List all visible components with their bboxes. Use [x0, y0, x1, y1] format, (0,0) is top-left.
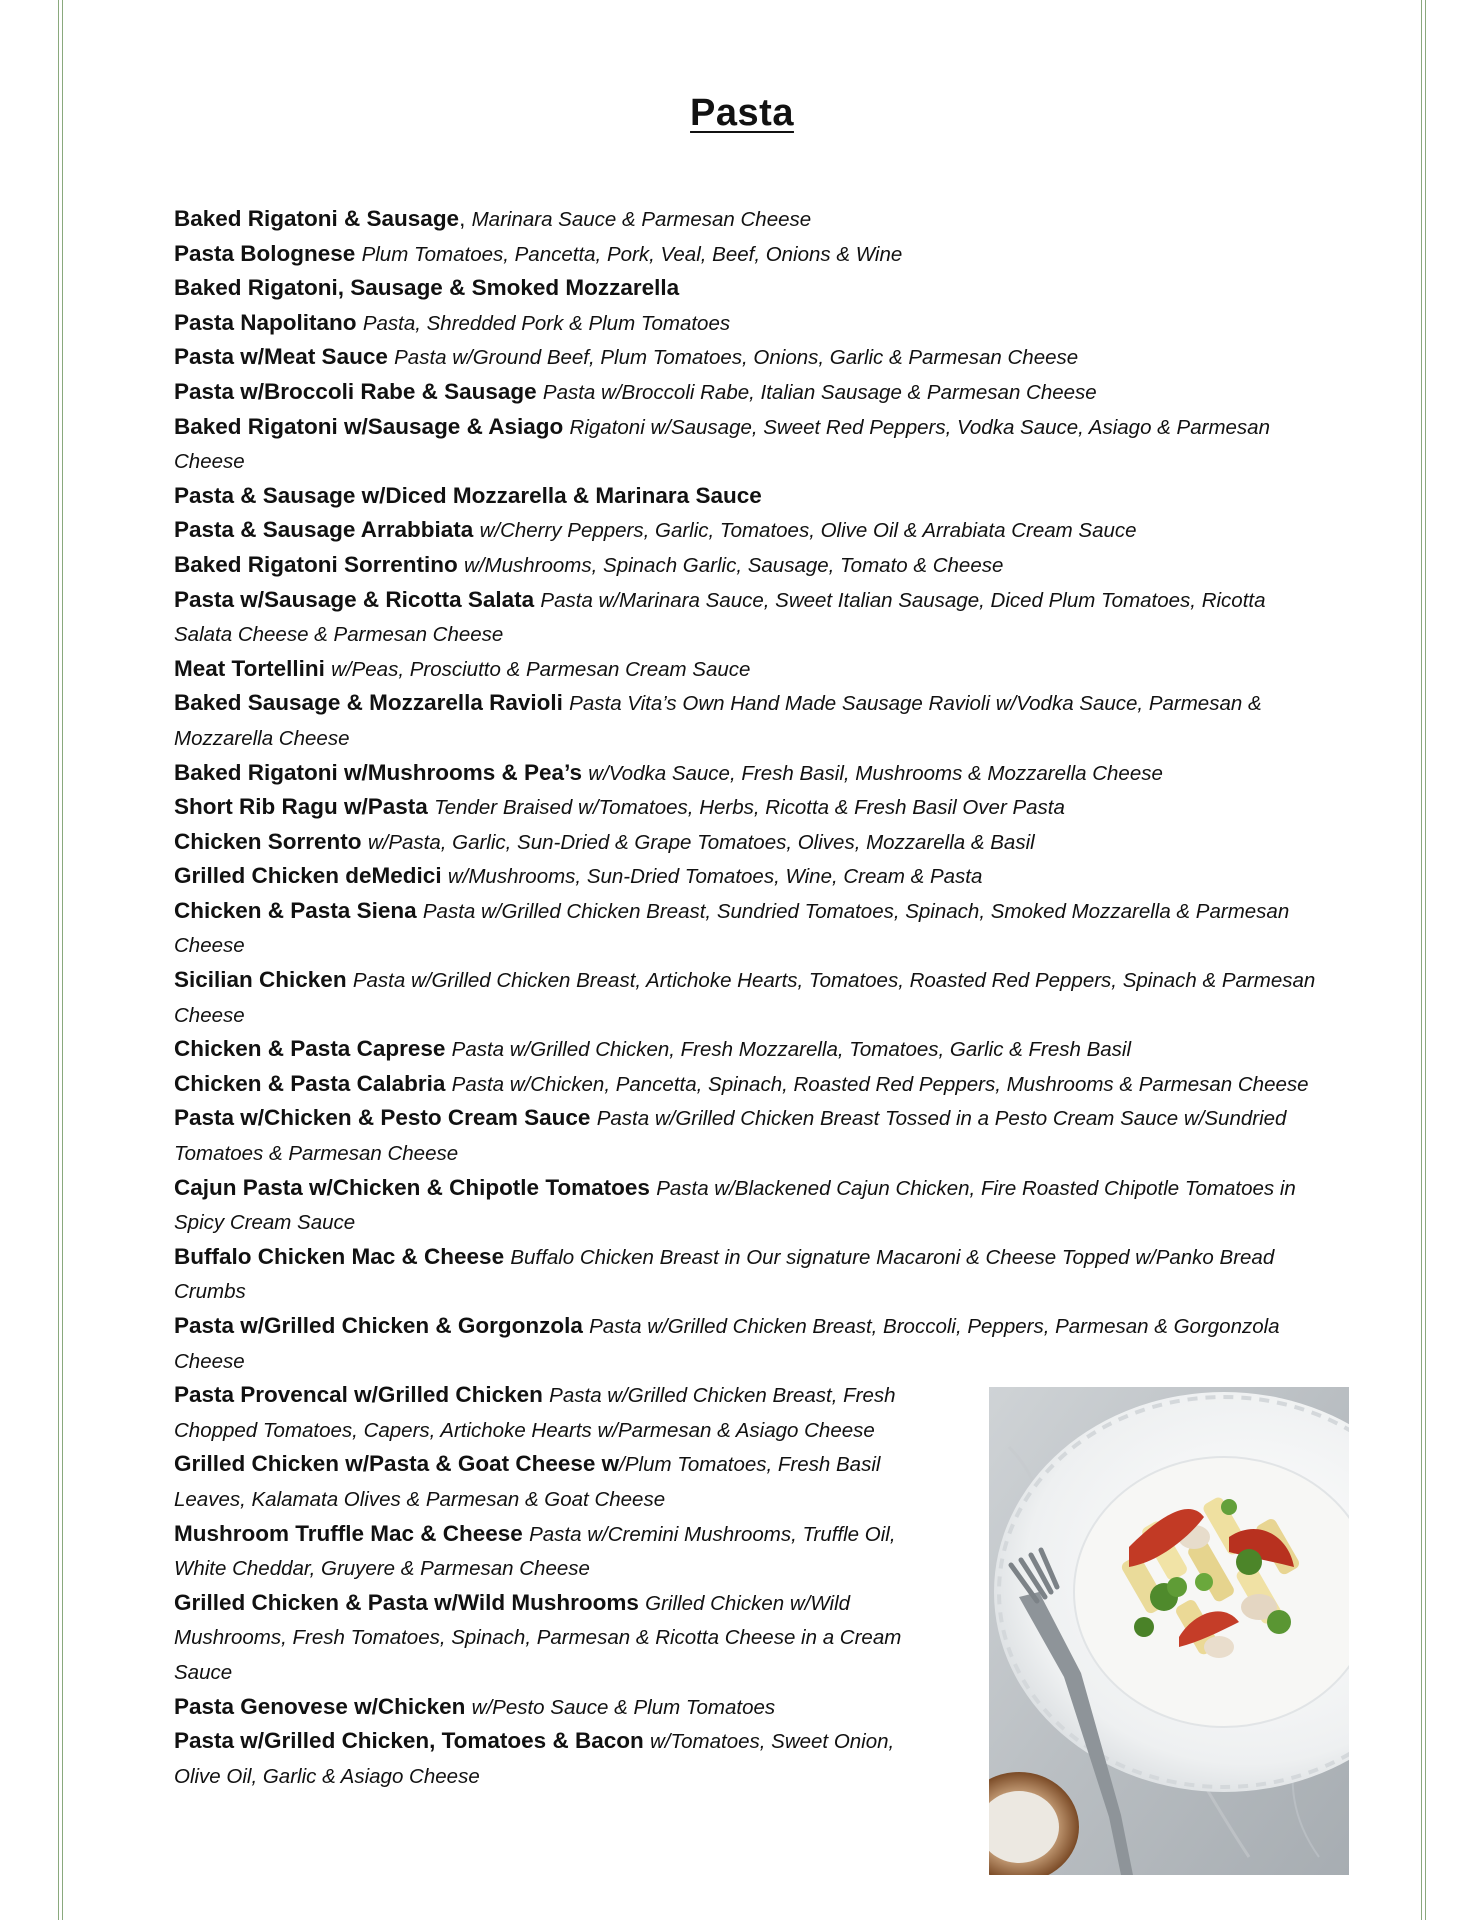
- menu-item-name: Meat Tortellini: [174, 655, 325, 681]
- menu-item: [174, 271, 1324, 306]
- menu-item-name: Baked Rigatoni Sorrentino: [174, 551, 458, 577]
- menu-item-description: Marinara Sauce & Parmesan Cheese: [471, 208, 812, 231]
- menu-item-description: w/Mushrooms, Spinach Garlic, Sausage, Tomato & Cheese: [464, 553, 1004, 577]
- menu-item: [174, 1447, 934, 1516]
- menu-item-name: Pasta Provencal w/Grilled Chicken: [174, 1382, 543, 1408]
- menu-item-name: Grilled Chicken w/Pasta & Goat Cheese w: [174, 1451, 620, 1477]
- menu-item-name: Baked Rigatoni, Sausage & Smoked Mozzarella: [174, 275, 680, 301]
- menu-item-description: Grilled Chicken w/Wild Mushrooms, Fresh Tomatoes, Spinach, Parmesan & Ricotta Cheese in a Cream Sauce: [174, 1591, 902, 1684]
- menu-item: [174, 548, 1324, 583]
- menu-item-name: Pasta w/Chicken & Pesto Cream Sauce: [174, 1105, 591, 1131]
- menu-item-name: Pasta w/Meat Sauce: [174, 344, 388, 370]
- menu-item-description: Pasta w/Marinara Sauce, Sweet Italian Sausage, Diced Plum Tomatoes, Ricotta Salata Cheese & Parmesan Cheese: [174, 588, 1266, 647]
- menu-item-name: Pasta w/Sausage & Ricotta Salata: [174, 586, 535, 612]
- pasta-dish-photo: [989, 1387, 1349, 1875]
- menu-item: [174, 963, 1324, 1032]
- menu-item-name: Baked Rigatoni w/Mushrooms & Pea’s: [174, 759, 582, 785]
- menu-item: [174, 479, 1324, 514]
- menu-item-name: Pasta w/Grilled Chicken & Gorgonzola: [174, 1313, 583, 1338]
- menu-item-name: Baked Sausage & Mozzarella Ravioli: [174, 690, 563, 716]
- menu-item: [174, 859, 1324, 894]
- menu-item-description: w/Tomatoes, Sweet Onion, Olive Oil, Garlic & Asiago Cheese: [174, 1730, 895, 1788]
- menu-item: [174, 306, 1324, 341]
- menu-item-name: Baked Rigatoni & Sausage: [174, 206, 460, 231]
- menu-item-description: Pasta Vita’s Own Hand Made Sausage Ravioli w/Vodka Sauce, Parmesan & Mozzarella Cheese: [174, 692, 1262, 750]
- menu-item-description: Pasta w/Grilled Chicken Breast, Artichoke Hearts, Tomatoes, Roasted Red Peppers, Spinach & Parmesan Cheese: [174, 969, 1316, 1027]
- menu-item: [174, 340, 1324, 375]
- menu-item-name: Pasta Napolitano: [174, 309, 357, 335]
- menu-item: [174, 1724, 934, 1793]
- menu-item-description: Pasta w/Ground Beef, Plum Tomatoes, Onions, Garlic & Parmesan Cheese: [394, 346, 1079, 370]
- menu-item-name: Grilled Chicken deMedici: [174, 863, 442, 889]
- menu-item-name: Pasta Genovese w/Chicken: [174, 1693, 466, 1719]
- menu-item-name: Sicilian Chicken: [174, 967, 347, 993]
- menu-item: [174, 375, 1324, 410]
- menu-item-description: Pasta w/Chicken, Pancetta, Spinach, Roasted Red Peppers, Mushrooms & Parmesan Cheese: [451, 1072, 1309, 1096]
- menu-item-description: w/Pesto Sauce & Plum Tomatoes: [471, 1695, 776, 1719]
- menu-item-name: Buffalo Chicken Mac & Cheese: [174, 1243, 505, 1269]
- menu-item: [174, 825, 1324, 860]
- menu-item-name: Pasta & Sausage Arrabbiata: [174, 517, 474, 543]
- menu-item-name: Baked Rigatoni w/Sausage & Asiago: [174, 413, 564, 439]
- menu-item: [174, 513, 1324, 548]
- menu-item-description: Pasta w/Grilled Chicken, Fresh Mozzarella, Tomatoes, Garlic & Fresh Basil: [451, 1038, 1132, 1062]
- menu-item-name: Pasta & Sausage w/Diced Mozzarella & Marinara Sauce: [174, 482, 762, 508]
- menu-item-description: Pasta w/Grilled Chicken Breast, Sundried Tomatoes, Spinach, Smoked Mozzarella & Parmesan Cheese: [174, 899, 1290, 958]
- menu-item-name: Mushroom Truffle Mac & Cheese: [174, 1520, 523, 1546]
- menu-item: [174, 756, 1324, 791]
- menu-item-description: Plum Tomatoes, Pancetta, Pork, Veal, Beef, Onions & Wine: [361, 242, 903, 266]
- menu-item-description: w/Mushrooms, Sun-Dried Tomatoes, Wine, Cream & Pasta: [447, 865, 983, 889]
- menu-item: [174, 1171, 1324, 1240]
- menu-item-description: w/Cherry Peppers, Garlic, Tomatoes, Olive Oil & Arrabiata Cream Sauce: [479, 519, 1137, 543]
- menu-item: [174, 686, 1324, 755]
- menu-item: [174, 1586, 934, 1690]
- page-border-left-inner: [62, 0, 63, 1920]
- menu-item-name: Grilled Chicken & Pasta w/Wild Mushrooms: [174, 1589, 639, 1615]
- menu-item-name: Pasta w/Broccoli Rabe & Sausage: [174, 378, 537, 404]
- page-border-right-inner: [1421, 0, 1422, 1920]
- menu-item-description: Pasta w/Cremini Mushrooms, Truffle Oil, White Cheddar, Gruyere & Parmesan Cheese: [174, 1522, 896, 1581]
- menu-item: [174, 1517, 934, 1586]
- menu-item-description: Pasta w/Grilled Chicken Breast, Fresh Chopped Tomatoes, Capers, Artichoke Hearts w/Parmesan & Asiago Cheese: [174, 1384, 896, 1442]
- menu-item: [174, 1240, 1324, 1309]
- menu-item-description: Pasta w/Grilled Chicken Breast, Broccoli, Peppers, Parmesan & Gorgonzola Cheese: [174, 1315, 1280, 1373]
- menu-item-description: Tender Braised w/Tomatoes, Herbs, Ricotta & Fresh Basil Over Pasta: [434, 796, 1065, 820]
- menu-item: [174, 1690, 934, 1725]
- menu-item-description: Pasta w/Broccoli Rabe, Italian Sausage & Parmesan Cheese: [542, 380, 1097, 404]
- menu-item-description: w/Pasta, Garlic, Sun-Dried & Grape Tomatoes, Olives, Mozzarella & Basil: [367, 830, 1035, 854]
- menu-item: [174, 410, 1324, 479]
- menu-item-name: Pasta w/Grilled Chicken, Tomatoes & Bacon: [174, 1728, 644, 1754]
- menu-item: [174, 1378, 934, 1447]
- menu-item-name: Cajun Pasta w/Chicken & Chipotle Tomatoes: [174, 1174, 650, 1200]
- menu-item-description: Pasta w/Blackened Cajun Chicken, Fire Roasted Chipotle Tomatoes in Spicy Cream Sauce: [174, 1176, 1296, 1235]
- menu-item: [174, 1032, 1324, 1067]
- menu-item-description: Buffalo Chicken Breast in Our signature Macaroni & Cheese Topped w/Panko Bread Crumbs: [174, 1245, 1275, 1304]
- menu-item: [174, 237, 1324, 272]
- menu-item-description: Pasta, Shredded Pork & Plum Tomatoes: [362, 311, 731, 335]
- menu-item: [174, 202, 1324, 237]
- menu-item-name: Short Rib Ragu w/Pasta: [174, 794, 428, 820]
- menu-item-description: Rigatoni w/Sausage, Sweet Red Peppers, Vodka Sauce, Asiago & Parmesan Cheese: [174, 415, 1270, 474]
- menu-item-description: w/Vodka Sauce, Fresh Basil, Mushrooms & Mozzarella Cheese: [588, 761, 1163, 785]
- menu-item: [174, 652, 1324, 687]
- menu-item-name: Chicken & Pasta Caprese: [174, 1036, 446, 1062]
- menu-item-description: /Plum Tomatoes, Fresh Basil Leaves, Kalamata Olives & Parmesan & Goat Cheese: [174, 1453, 881, 1511]
- menu-item: [174, 1067, 1324, 1102]
- menu-item-name: Pasta Bolognese: [174, 240, 356, 266]
- menu-item: [174, 894, 1324, 963]
- page-title: Pasta: [690, 92, 794, 134]
- menu-item-name: Chicken & Pasta Calabria: [174, 1070, 446, 1096]
- page-border-right: [1425, 0, 1426, 1920]
- menu-item: [174, 1101, 1324, 1170]
- menu-item-description: Pasta w/Grilled Chicken Breast Tossed in a Pesto Cream Sauce w/Sundried Tomatoes & Parmesan Cheese: [174, 1107, 1287, 1166]
- menu-item-name: Chicken & Pasta Siena: [174, 897, 417, 923]
- pasta-dish-illustration: [989, 1387, 1349, 1875]
- menu-item-name: Chicken Sorrento: [174, 828, 362, 854]
- menu-item-separator: ,: [459, 206, 472, 231]
- menu-item: [174, 1309, 1324, 1378]
- menu-item-description: w/Peas, Prosciutto & Parmesan Cream Sauce: [331, 657, 751, 681]
- menu-item: [174, 583, 1324, 652]
- menu-item: [174, 790, 1324, 825]
- page-border-left: [58, 0, 59, 1920]
